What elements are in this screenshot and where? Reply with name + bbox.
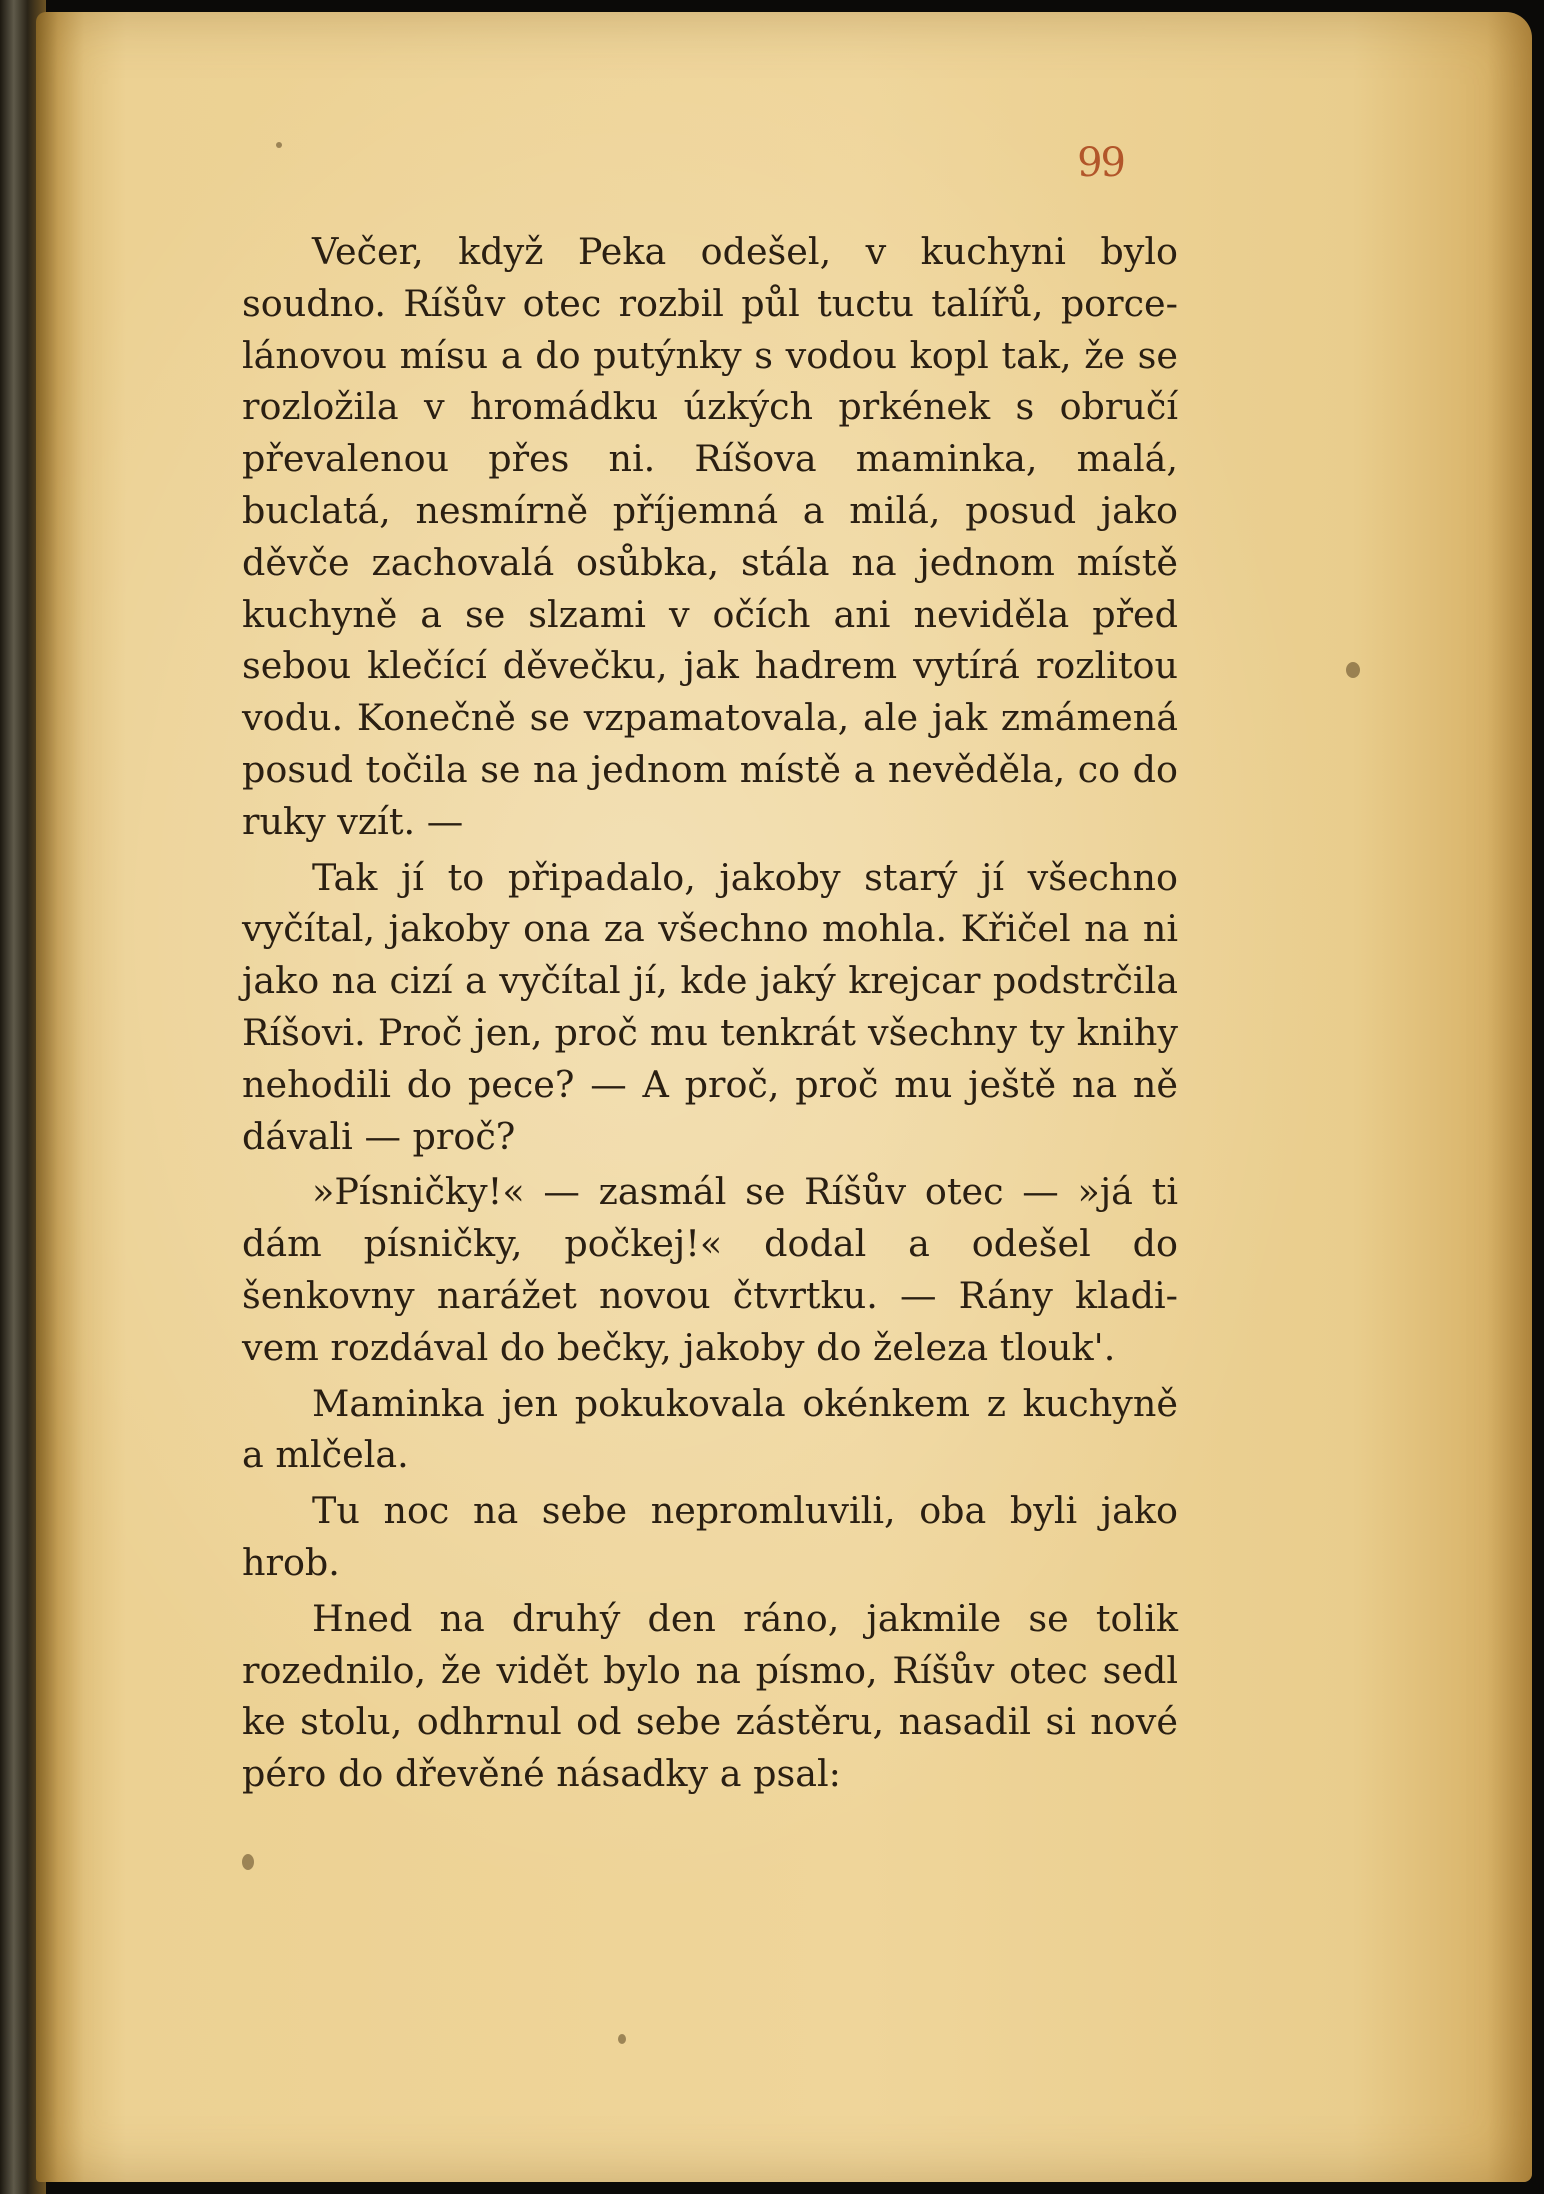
book-page	[36, 12, 1532, 2182]
page-text	[242, 226, 1178, 1804]
paper-speck	[242, 1854, 254, 1870]
paper-speck	[618, 2034, 626, 2044]
paragraph-2: Tak jí to připadalo, jakoby starý jí všechno vyčítal, jakoby ona za všechno mohla. Křičel na ni jako na cizí a vyčítal jí, kde jaký krejcar podstrčila Ríšovi. Proč jen, proč mu tenkrát všechny ty knihy nehodili do pece? — A proč, proč mu ještě na ně dávali — proč?	[242, 855, 1178, 1158]
paper-speck	[1346, 662, 1360, 678]
paper-speck	[276, 142, 282, 148]
paragraph-6: Hned na druhý den ráno, jakmile se tolik rozednilo, že vidět bylo na písmo, Ríšův otec sedl ke stolu, odhrnul od sebe zástěru, nasadil si nové péro do dřevěné násadky a psal:	[242, 1596, 1178, 1796]
paragraph-1: Večer, když Peka odešel, v kuchyni bylo soudno. Ríšův otec rozbil půl tuctu talířů, porcelánovou mísu a do putýnky s vodou kopl tak, že se rozložila v hromádku úzkých prkének s obručí převalenou přes ni. Ríšova maminka, malá, buclatá, nesmírně příjemná a milá, posud jako děvče zachovalá osůbka, stála na jednom místě kuchyně a se slzami v očích ani neviděla před sebou klečící děvečku, jak hadrem vytírá rozlitou vodu. Konečně se vzpamatovala, ale jak zmámená posud točila se na jednom místě a nevěděla, co do ruky vzít. —	[242, 230, 1178, 843]
paragraph-4: Maminka jen pokukovala okénkem z kuchyně a mlčela.	[242, 1381, 1178, 1477]
paragraph-5: Tu noc na sebe nepromluvili, oba byli jako hrob.	[242, 1489, 1178, 1584]
page-number: 99	[1077, 140, 1124, 186]
paragraph-3: »Písničky!« — zasmál se Ríšův otec — »já ti dám písničky, počkej!« dodal a odešel do šenkovny narážet novou čtvrtku. — Rány kladivem rozdával do bečky, jakoby do železa tlouk'.	[242, 1170, 1178, 1369]
